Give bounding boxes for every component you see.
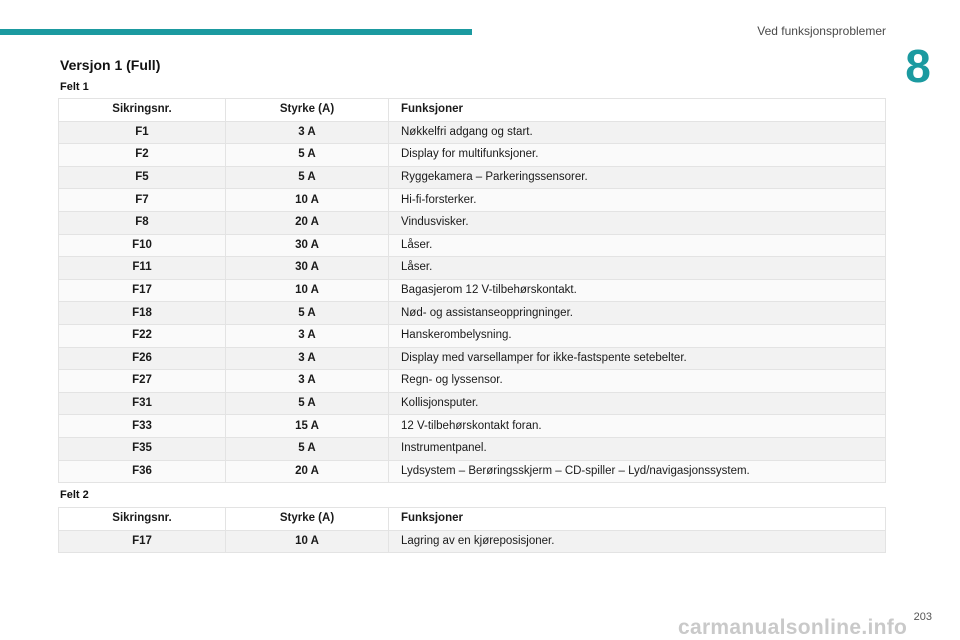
column-header-fuse-number: Sikringsnr. — [59, 99, 226, 122]
fuse-number-cell: F36 — [59, 460, 226, 483]
table-row — [59, 121, 886, 144]
table-row — [59, 415, 886, 438]
table-row — [59, 530, 886, 553]
function-cell: Lagring av en kjøreposisjoner. — [389, 530, 886, 553]
rating-cell: 5 A — [226, 302, 389, 325]
fuse-number-cell: F22 — [59, 324, 226, 347]
table-1-label: Felt 1 — [60, 81, 89, 93]
version-title: Versjon 1 (Full) — [60, 57, 161, 73]
fuse-number-cell: F35 — [59, 437, 226, 460]
fuse-table-1 — [58, 98, 886, 483]
rating-cell: 5 A — [226, 437, 389, 460]
function-cell: Display med varsellamper for ikke-fastspente setebelter. — [389, 347, 886, 370]
function-cell: Låser. — [389, 257, 886, 280]
function-cell: Hanskerombelysning. — [389, 324, 886, 347]
fuse-number-cell: F27 — [59, 370, 226, 393]
rating-cell: 5 A — [226, 144, 389, 167]
table-row — [59, 279, 886, 302]
fuse-table-2 — [58, 507, 886, 553]
function-cell: Nøkkelfri adgang og start. — [389, 121, 886, 144]
function-cell: Lydsystem – Berøringsskjerm – CD-spiller – Lyd/navigasjonssystem. — [389, 460, 886, 483]
rating-cell: 10 A — [226, 530, 389, 553]
fuse-number-cell: F8 — [59, 211, 226, 234]
fuse-number-cell: F17 — [59, 530, 226, 553]
function-cell: Hi-fi-forsterker. — [389, 189, 886, 212]
function-cell: Nød- og assistanseoppringninger. — [389, 302, 886, 325]
function-cell: Bagasjerom 12 V-tilbehørskontakt. — [389, 279, 886, 302]
function-cell: Vindusvisker. — [389, 211, 886, 234]
rating-cell: 3 A — [226, 324, 389, 347]
fuse-number-cell: F31 — [59, 392, 226, 415]
table-row — [59, 460, 886, 483]
rating-cell: 30 A — [226, 234, 389, 257]
fuse-number-cell: F11 — [59, 257, 226, 280]
table-2-label: Felt 2 — [60, 489, 89, 501]
rating-cell: 3 A — [226, 121, 389, 144]
rating-cell: 20 A — [226, 211, 389, 234]
table-row — [59, 211, 886, 234]
table-row — [59, 324, 886, 347]
column-header-functions: Funksjoner — [389, 99, 886, 122]
table-row — [59, 370, 886, 393]
table-row — [59, 234, 886, 257]
fuse-number-cell: F7 — [59, 189, 226, 212]
column-header-fuse-number: Sikringsnr. — [59, 508, 226, 531]
table-row — [59, 144, 886, 167]
rating-cell: 5 A — [226, 166, 389, 189]
fuse-number-cell: F5 — [59, 166, 226, 189]
function-cell: Regn- og lyssensor. — [389, 370, 886, 393]
rating-cell: 30 A — [226, 257, 389, 280]
fuse-number-cell: F26 — [59, 347, 226, 370]
table-row — [59, 392, 886, 415]
function-cell: Ryggekamera – Parkeringssensorer. — [389, 166, 886, 189]
chapter-number: 8 — [905, 40, 931, 92]
function-cell: Instrumentpanel. — [389, 437, 886, 460]
fuse-number-cell: F2 — [59, 144, 226, 167]
fuse-number-cell: F33 — [59, 415, 226, 438]
column-header-rating: Styrke (A) — [226, 508, 389, 531]
function-cell: Låser. — [389, 234, 886, 257]
fuse-number-cell: F1 — [59, 121, 226, 144]
table-row — [59, 437, 886, 460]
function-cell: 12 V-tilbehørskontakt foran. — [389, 415, 886, 438]
table-row — [59, 257, 886, 280]
function-cell: Kollisjonsputer. — [389, 392, 886, 415]
page-number: 203 — [913, 611, 932, 623]
rating-cell: 5 A — [226, 392, 389, 415]
table-row — [59, 166, 886, 189]
table-header-row — [59, 99, 886, 122]
table-header-row — [59, 508, 886, 531]
column-header-functions: Funksjoner — [389, 508, 886, 531]
watermark-text: carmanualsonline.info — [678, 616, 908, 639]
function-cell: Display for multifunksjoner. — [389, 144, 886, 167]
column-header-rating: Styrke (A) — [226, 99, 389, 122]
fuse-number-cell: F17 — [59, 279, 226, 302]
rating-cell: 3 A — [226, 370, 389, 393]
rating-cell: 20 A — [226, 460, 389, 483]
table-row — [59, 189, 886, 212]
rating-cell: 10 A — [226, 279, 389, 302]
rating-cell: 15 A — [226, 415, 389, 438]
rating-cell: 10 A — [226, 189, 389, 212]
fuse-number-cell: F18 — [59, 302, 226, 325]
fuse-number-cell: F10 — [59, 234, 226, 257]
rating-cell: 3 A — [226, 347, 389, 370]
table-row — [59, 347, 886, 370]
table-row — [59, 302, 886, 325]
section-title: Ved funksjonsproblemer — [757, 24, 886, 38]
header-accent-bar — [0, 29, 472, 35]
